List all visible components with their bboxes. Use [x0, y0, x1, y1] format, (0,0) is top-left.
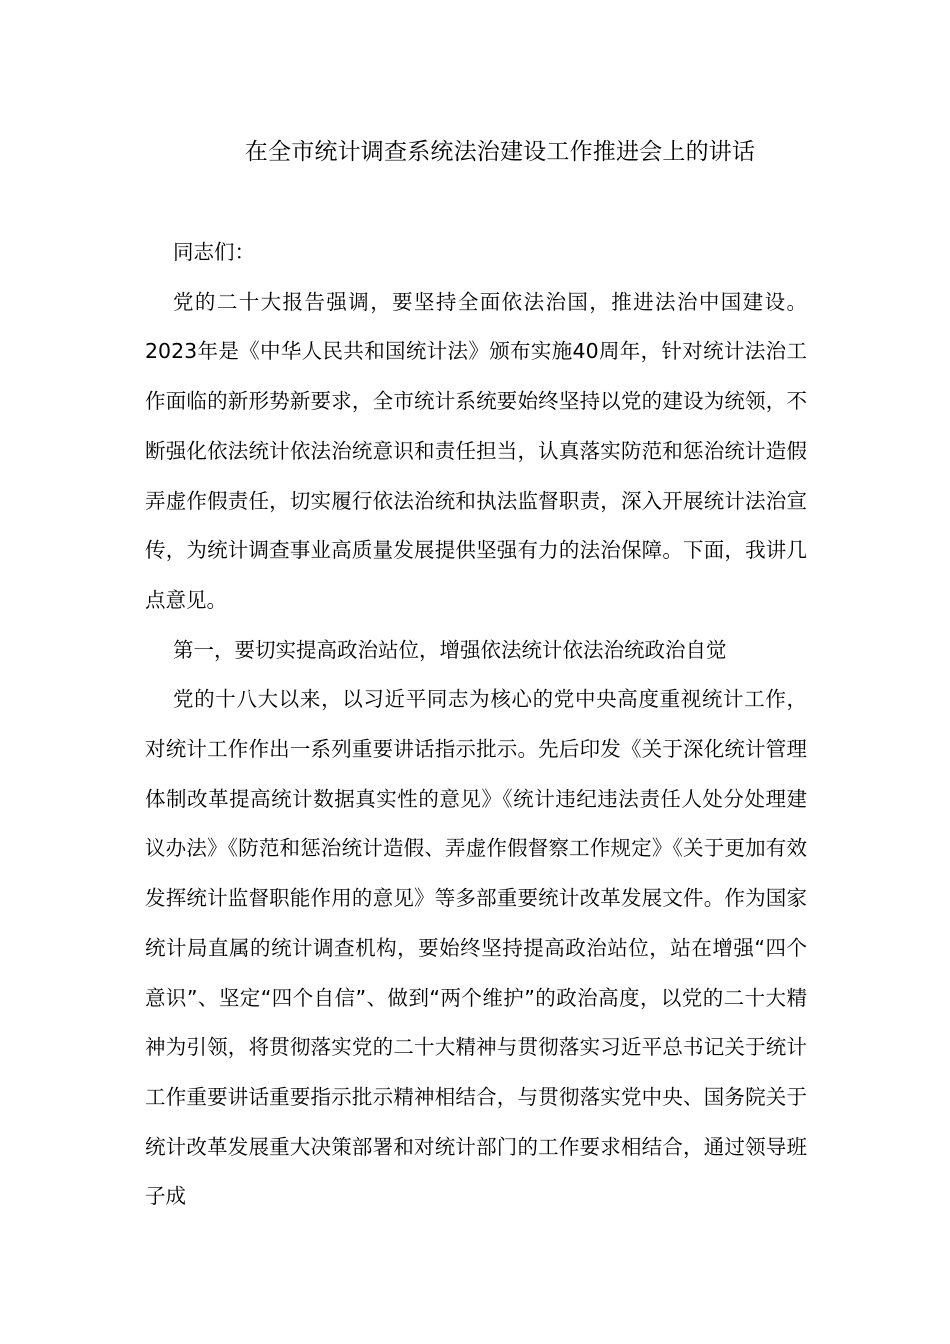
document-title: 在全市统计调查系统法治建设工作推进会上的讲话	[244, 139, 756, 165]
section-heading-1: 第一，要切实提高政治站位，增强依法统计依法治统政治自觉	[173, 637, 727, 662]
salutation: 同志们：	[173, 240, 255, 264]
document-body	[145, 228, 807, 1222]
paragraph-intro: 党的二十大报告强调，要坚持全面依法治国，推进法治中国建设。2023年是《中华人民共和国统计法》颁布实施40周年，针对统计法治工作面临的新形势新要求，全市统计系统要始终坚持以党的建设为统领，不断强化依法统计依法治统意识和责任担当，认真落实防范和惩治统计造假弄虚作假责任，切实履行依法治统和执法监督职责，深入开展统计法治宣传，为统计调查事业高质量发展提供坚强有力的法治保障。下面，我讲几点意见。	[145, 289, 807, 612]
paragraph-section-1: 党的十八大以来，以习近平同志为核心的党中央高度重视统计工作，对统计工作作出一系列重要讲话指示批示。先后印发《关于深化统计管理体制改革提高统计数据真实性的意见》《统计违纪违法责任人处分处理建议办法》《防范和惩治统计造假、弄虚作假督察工作规定》《关于更加有效发挥统计监督职能作用的意见》等多部重要统计改革发展文件。作为国家统计局直属的统计调查机构，要始终坚持提高政治站位，站在增强“四个意识”、坚定“四个自信”、做到“两个维护”的政治高度，以党的二十大精神为引领，将贯彻落实党的二十大精神与贯彻落实习近平总书记关于统计工作重要讲话重要指示批示精神相结合，与贯彻落实党中央、国务院关于统计改革发展重大决策部署和对统计部门的工作要求相结合，通过领导班子成	[145, 687, 807, 1209]
